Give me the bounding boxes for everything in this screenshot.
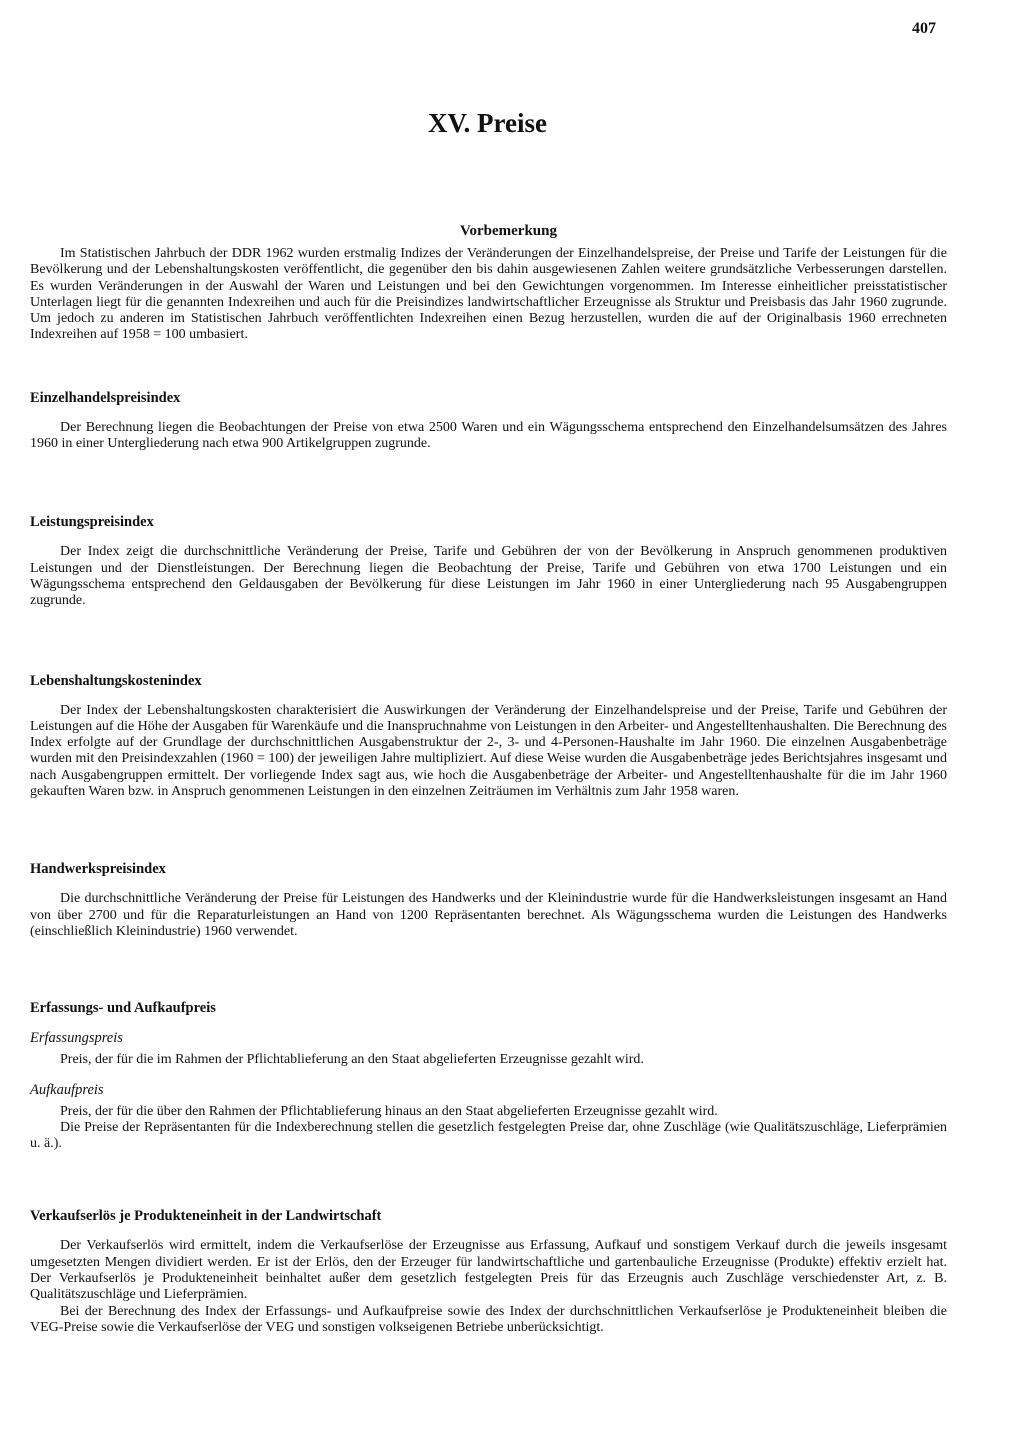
text-verkaufserloes-1: Der Verkaufserlös wird ermittelt, indem die Verkaufserlöse der Erzeugnisse aus Erfassung, Aufkauf und sonstigem Verkauf durch die jeweils insgesamt umgesetzten Mengen dividiert werden. Er ist der Erlös, den der Erzeuger für landwirtschaftliche und gartenbauliche Erzeugnisse (Produkte) effektiv erzielt hat. Der Verkaufserlös je Produkteneinheit beinhaltet außer dem gesetzlich festgelegten Preis für das Erzeugnis auch Zuschläge verschiedenster Art, z. B. Qualitätszuschläge und Lieferprämien. xyxy=(30,1238,947,1303)
text-repraesentanten: Die Preise der Repräsentanten für die Indexberechnung stellen die gesetzlich festgelegten Preise dar, ohne Zuschläge (wie Qualitätszuschläge, Lieferprämien u. ä.). xyxy=(30,1119,947,1152)
section-text-lebenshaltungskostenindex: Der Index der Lebenshaltungskosten charakterisiert die Auswirkungen der Veränderung der Einzelhandelspreise und der Preise, Tarife und Gebühren der Leistungen auf die Höhe der Ausgaben für Warenkäufe und die Inanspruchnahme von Leistungen in den Arbeiter- und Angestelltenhaushalten. Die Berechnung des Index erfolgte auf der Grundlage der durchschnittlichen Ausgabenstruktur der 2-, 3- und 4-Personen-Haushalte im Jahr 1960. Die einzelnen Ausgabenbeträge wurden mit den Preisindexzahlen (1960 = 100) der jeweiligen Jahre multipliziert. Auf diese Weise wurden die Ausgabenbeträge jedes Berichtsjahres insgesamt und nach Ausgabengruppen ermittelt. Der vorliegende Index sagt aus, wie hoch die Ausgabenbeträge der Arbeiter- und Angestelltenhaushalte für die im Jahr 1960 gekauften Waren bzw. in Anspruch genommenen Leistungen in den einzelnen Zeiträumen im Verhältnis zum Jahr 1958 waren. xyxy=(30,702,947,800)
subtitle-erfassungspreis: Erfassungspreis xyxy=(30,1030,123,1047)
section-title-lebenshaltungskostenindex: Lebenshaltungskostenindex xyxy=(30,672,202,689)
page-content xyxy=(30,223,947,1336)
section-title-handwerkspreisindex: Handwerkspreisindex xyxy=(30,861,166,878)
page-number: 407 xyxy=(912,20,936,37)
section-title-verkaufserloes: Verkaufserlös je Produkteneinheit in der Landwirtschaft xyxy=(30,1208,382,1225)
vorbemerkung-text: Im Statistischen Jahrbuch der DDR 1962 wurden erstmalig Indizes der Veränderungen der Einzelhandelspreise, der Preise und Tarife der Leistungen für die Bevölkerung und der Lebenshaltungskosten veröffentlicht, die gegenüber den bis dahin ausgewiesenen Zahlen weitere grundsätzliche Verbesserungen darstellen. Es wurden Veränderungen in der Auswahl der Waren und Leistungen und bei den Gewichtungen vorgenommen. Im Interesse einheitlicher preisstatistischer Unterlagen liegt für die genannten Indexreihen und auch für die Preisindizes landwirtschaftlicher Erzeugnisse als Struktur und Preisbasis das Jahr 1960 zugrunde. Um jedoch zu anderen im Statistischen Jahrbuch veröffentlichten Indexreihen einen Bezug herzustellen, wurden die auf der Originalbasis 1960 errechneten Indexreihen auf 1958 = 100 umbasiert. xyxy=(30,246,947,343)
section-title-leistungspreisindex: Leistungspreisindex xyxy=(30,514,154,531)
text-verkaufserloes-2: Bei der Berechnung des Index der Erfassungs- und Aufkaufpreise sowie des Index der durchschnittlichen Verkaufserlöse je Produkteneinheit bleiben die VEG-Preise sowie die Verkaufserlöse der VEG und sonstigen volkseigenen Betriebe unberücksichtigt. xyxy=(30,1303,947,1335)
section-title-einzelhandelspreisindex: Einzelhandelspreisindex xyxy=(30,389,181,406)
chapter-title: XV. Preise xyxy=(428,108,547,138)
subtitle-aufkaufpreis: Aufkaufpreis xyxy=(30,1081,104,1098)
vorbemerkung-title: Vorbemerkung xyxy=(460,223,557,239)
section-title-erfassungs-aufkaufpreis: Erfassungs- und Aufkaufpreis xyxy=(30,1000,216,1017)
section-text-einzelhandelspreisindex: Der Berechnung liegen die Beobachtungen der Preise von etwa 2500 Waren und ein Wägungsschema entsprechend den Einzelhandelsumsätzen des Jahres 1960 in einer Untergliederung nach etwa 900 Artikelgruppen zugrunde. xyxy=(30,419,947,452)
section-text-handwerkspreisindex: Die durchschnittliche Veränderung der Preise für Leistungen des Handwerks und der Kleinindustrie wurde für die Handwerksleistungen insgesamt an Hand von über 2700 und für die Reparaturleistungen an Hand von 1200 Repräsentanten berechnet. Als Wägungsschema wurden die Leistungen des Handwerks (einschließlich Kleinindustrie) 1960 verwendet. xyxy=(30,891,947,939)
text-aufkaufpreis: Preis, der für die über den Rahmen der Pflichtablieferung hinaus an den Staat abgelieferten Erzeugnisse gezahlt wird. xyxy=(60,1103,718,1119)
section-text-leistungspreisindex: Der Index zeigt die durchschnittliche Veränderung der Preise, Tarife und Gebühren der von der Bevölkerung in Anspruch genommenen produktiven Leistungen und der Dienstleistungen. Der Berechnung liegen die Beobachtung der Preise, Tarife und Gebühren von etwa 1700 Leistungen und ein Wägungsschema entsprechend den Geldausgaben der Bevölkerung für diese Leistungen im Jahr 1960 in einer Untergliederung nach 95 Ausgabengruppen zugrunde. xyxy=(30,544,947,609)
text-erfassungspreis: Preis, der für die im Rahmen der Pflichtablieferung an den Staat abgelieferten Erzeugnisse gezahlt wird. xyxy=(60,1052,644,1068)
